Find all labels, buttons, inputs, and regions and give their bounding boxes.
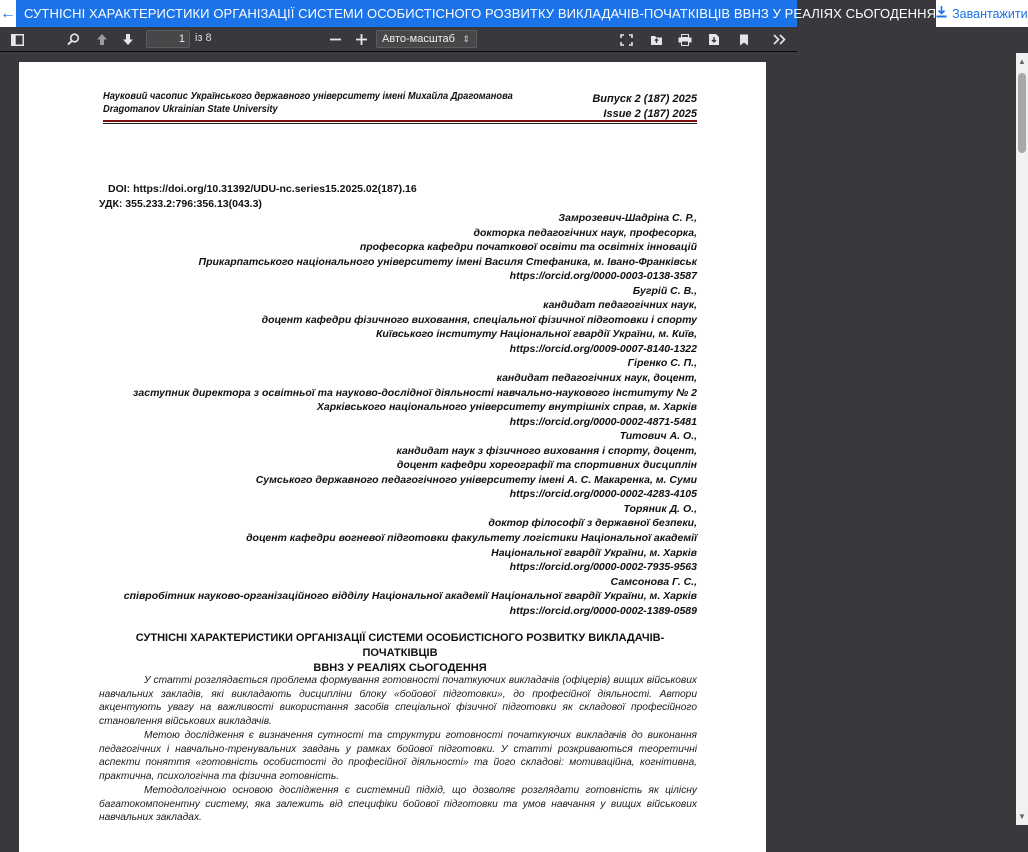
author-line: доцент кафедри фізичного виховання, спеціальної фізичної підготовки і спорту — [261, 313, 697, 326]
article-title-line: ВВНЗ У РЕАЛІЯХ СЬОГОДЕННЯ — [313, 662, 487, 674]
save-button[interactable] — [705, 27, 723, 52]
author-line: заступник директора з освітньої та науково-дослідної діяльності навчально-наукового інституту № 2 — [133, 386, 697, 399]
download-button[interactable] — [936, 0, 1027, 27]
zoom-select[interactable] — [376, 30, 477, 48]
app-title-bar — [0, 0, 1028, 27]
pdf-toolbar — [0, 27, 797, 52]
author-line: доцент кафедри хореографії та спортивних дисциплін — [396, 459, 697, 472]
scroll-up-icon[interactable]: ▲ — [1018, 57, 1026, 66]
author-line: докторка педагогічних наук, професорка, — [473, 226, 697, 239]
orcid-link[interactable]: https://orcid.org/0000-0002-4283-4105 — [509, 488, 697, 501]
page-number-input[interactable]: 1 — [146, 30, 190, 48]
journal-name-en: Dragomanov Ukrainian State University — [103, 104, 278, 115]
arrow-down-icon — [122, 33, 134, 46]
journal-header — [103, 90, 655, 116]
orcid-link[interactable]: https://orcid.org/0000-0002-1389-0589 — [509, 604, 697, 617]
chevron-updown-icon: ⇕ — [462, 34, 470, 44]
pdf-page — [19, 62, 766, 852]
document-title: СУТНІСНІ ХАРАКТЕРИСТИКИ ОРГАНІЗАЦІЇ СИСТЕМИ ОСОБИСТІСНОГО РОЗВИТКУ ВИКЛАДАЧІВ-ПОЧАТКІВЦІВ ВВНЗ У РЕАЛІЯХ СЬОГОДЕННЯ — [24, 6, 937, 21]
abstract — [99, 674, 697, 826]
zoom-in-button[interactable] — [352, 27, 370, 52]
next-page-button[interactable] — [119, 27, 137, 52]
previous-page-button[interactable] — [93, 27, 111, 52]
author-line: Харківського національного університету внутрішніх справ, м. Харків — [316, 401, 697, 414]
author-line: Національної гвардії України, м. Харків — [491, 546, 697, 559]
print-icon — [678, 34, 692, 46]
page-count-label: із 8 — [195, 32, 212, 44]
download-label: Завантажити — [952, 6, 1028, 21]
presentation-mode-button[interactable] — [617, 27, 635, 52]
author-line: професорка кафедри початкової освіти та освітніх інновацій — [359, 241, 697, 254]
print-button[interactable] — [676, 27, 694, 52]
orcid-link[interactable]: https://orcid.org/0000-0002-7935-9563 — [509, 561, 697, 574]
author-line: співробітник науково-організаційного відділу Національної академії Національної гвардії України, м. Харків — [123, 590, 697, 603]
author-line: Сумського державного педагогічного університету імені А. С. Макаренка, м. Суми — [255, 473, 697, 486]
author-line: Гіренко С. П., — [627, 357, 697, 370]
header-rule-red — [103, 120, 697, 122]
authors-block — [124, 211, 697, 618]
author-line: Київського інституту Національної гвардії України, м. Київ, — [375, 328, 697, 341]
open-file-button[interactable] — [647, 27, 665, 52]
author-line: Торяник Д. О., — [623, 502, 697, 515]
author-line: Самсонова Г. С., — [610, 575, 697, 588]
udk-code: УДК: 355.233.2:796:356.13(043.3) — [99, 198, 262, 210]
open-file-icon — [650, 34, 663, 46]
abstract-paragraph: Метою дослідження є визначення сутності та структури готовності початкуючих викладачів до виконання педагогічних і навчально-тренувальних завдань у рамках бойової підготовки. У статті розкриваються теоретичні аспекти поняття «готовність особистості до професійної діяльності» та його складові: мотиваційна, когнітивна, практична, психологічна та фізична готовність. — [99, 730, 697, 782]
zoom-select-value: Авто-масштаб — [382, 33, 455, 45]
issue-en: Issue 2 (187) 2025 — [603, 108, 697, 120]
tools-button[interactable] — [770, 27, 788, 52]
back-button[interactable] — [0, 0, 16, 27]
abstract-paragraph: У статті розглядається проблема формування готовності початкуючих викладачів (офіцерів) вищих військових навчальних закладів, які викладають дисципліни блоку «бойової підготовки», до професійної діяльності. Автори акцентують увагу на важливості використання засобів спеціальної фізичної підготовки як складової професійного становлення військових викладачів. — [99, 675, 697, 727]
vertical-scrollbar[interactable] — [1016, 53, 1028, 825]
article-title — [103, 631, 697, 676]
author-line: Бугрій С. В., — [632, 284, 697, 297]
sidebar-toggle-icon — [11, 34, 24, 46]
more-tools-icon — [773, 34, 786, 45]
fullscreen-icon — [620, 34, 633, 46]
issue-ua: Випуск 2 (187) 2025 — [592, 93, 697, 105]
author-line: доцент кафедри вогневої підготовки факультету логістики Національної академії — [246, 532, 697, 545]
download-icon — [936, 6, 947, 21]
header-rule-black — [103, 123, 697, 124]
zoom-out-icon — [330, 34, 341, 45]
bookmark-icon — [739, 34, 749, 46]
orcid-link[interactable]: https://orcid.org/0009-0007-8140-1322 — [509, 342, 697, 355]
author-line: Титович А. О., — [619, 430, 697, 443]
search-icon — [67, 33, 80, 46]
author-line: кандидат педагогічних наук, доцент, — [496, 372, 697, 385]
author-line: Замрозевич-Шадріна С. Р., — [558, 212, 697, 224]
bookmark-button[interactable] — [735, 27, 753, 52]
author-line: кандидат педагогічних наук, — [543, 299, 697, 312]
orcid-link[interactable]: https://orcid.org/0000-0002-4871-5481 — [509, 415, 697, 428]
arrow-left-icon: ← — [0, 4, 16, 22]
zoom-out-button[interactable] — [326, 27, 344, 52]
journal-name-ua: Науковий часопис Українського державного університету імені Михайла Драгоманова — [103, 91, 513, 102]
orcid-link[interactable]: https://orcid.org/0000-0003-0138-3587 — [509, 270, 697, 283]
find-button[interactable] — [64, 27, 82, 52]
author-line: Прикарпатського національного університету імені Василя Стефаника, м. Івано-Франківськ — [198, 255, 697, 268]
scrollbar-thumb[interactable] — [1018, 73, 1026, 153]
article-title-line: СУТНІСНІ ХАРАКТЕРИСТИКИ ОРГАНІЗАЦІЇ СИСТЕМИ ОСОБИСТІСНОГО РОЗВИТКУ ВИКЛАДАЧІВ-ПОЧАТКІВЦІВ — [135, 632, 665, 659]
author-line: доктор філософії з державної безпеки, — [488, 517, 697, 530]
scroll-down-icon[interactable]: ▼ — [1018, 812, 1026, 821]
save-icon — [708, 33, 720, 46]
doi-link[interactable]: DOI: https://doi.org/10.31392/UDU-nc.series15.2025.02(187).16 — [108, 183, 417, 195]
zoom-in-icon — [356, 34, 367, 45]
author-line: кандидат наук з фізичного виховання і спорту, доцент, — [396, 444, 697, 457]
sidebar-toggle-button[interactable] — [8, 27, 26, 52]
arrow-up-icon — [96, 33, 108, 46]
issue-header — [592, 92, 697, 122]
abstract-paragraph: Методологічною основою дослідження є системний підхід, що дозволяє розглядати готовність як цілісну багатокомпонентну систему, яка залежить від специфіки бойової підготовки та умов навчання у вищих військових навчальних закладах. — [99, 785, 697, 823]
